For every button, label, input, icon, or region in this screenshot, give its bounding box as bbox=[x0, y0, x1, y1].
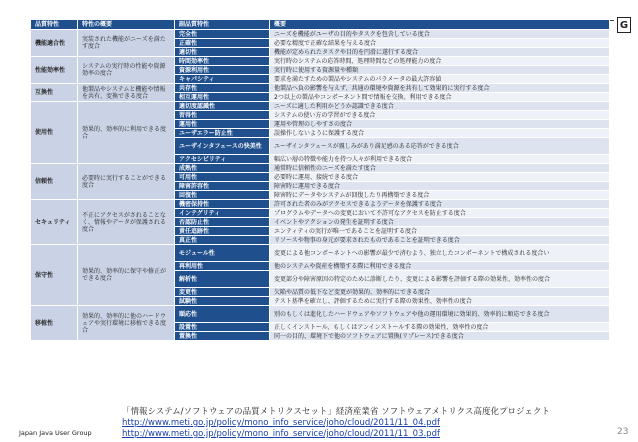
characteristic-summary-cell: 他製品やシステムと機能や情報を共有、変換できる度合 bbox=[78, 84, 175, 102]
sub-summary-cell: プログラムやデータへの変更において不許可なアクセスを防止する度合 bbox=[270, 209, 610, 218]
sub-characteristic-cell: 完全性 bbox=[175, 30, 270, 39]
sub-characteristic-cell: 適切度認識性 bbox=[175, 102, 270, 111]
quality-table bbox=[30, 19, 610, 341]
sub-summary-cell: 幅広い層の特徴や能力を持つ人々が利用できる度合 bbox=[270, 155, 610, 164]
sub-summary-cell: 障害時に運用できる度合 bbox=[270, 182, 610, 191]
sub-summary-cell: 必要時に運用、接続できる度合 bbox=[270, 173, 610, 182]
sub-characteristic-cell: 成熟性 bbox=[175, 164, 270, 173]
sub-summary-cell: ニーズを機能がユーザの目的やタスクを包含している度合 bbox=[270, 30, 610, 39]
sub-characteristic-cell: 真正性 bbox=[175, 236, 270, 245]
table-row bbox=[31, 306, 610, 323]
sub-summary-cell: 同一の目的、環境下で他のソフトウェアに置換(リプレース)できる度合 bbox=[270, 332, 610, 341]
sub-summary-cell: 必要な精度で正確な結果を与える度合 bbox=[270, 39, 610, 48]
sub-characteristic-cell: アクセシビリティ bbox=[175, 155, 270, 164]
quality-characteristic-cell: 機能適合性 bbox=[31, 30, 78, 57]
sub-summary-cell: 実行時のシステムの応答時間、処理時間などの処理能力の度合 bbox=[270, 57, 610, 66]
sub-characteristic-cell: モジュール性 bbox=[175, 245, 270, 262]
source-caption: 「情報システム/ソフトウェアの品質メトリクスセット」経済産業省 ソフトウェアメトリクス高度化プロジェクト bbox=[122, 407, 550, 417]
sub-summary-cell: 変更部分や障害原因の特定のために診断したり、変更による影響を評価する際の効果性、効率性の度合 bbox=[270, 271, 610, 288]
table-row bbox=[31, 164, 610, 173]
sub-summary-cell: 2つ以上の製品やコンポーネント間で情報を交換、利用できる度合 bbox=[270, 93, 610, 102]
sub-summary-cell: 変更による他コンポーネントへの影響が最少で済むよう、独立したコンポーネントで構成される度合い bbox=[270, 245, 610, 262]
quality-characteristic-cell: 互換性 bbox=[31, 84, 78, 102]
quality-characteristic-cell: 保守性 bbox=[31, 245, 78, 306]
characteristic-summary-cell: システムの実行時の性能や資源効率の度合 bbox=[78, 57, 175, 84]
table-row bbox=[31, 102, 610, 111]
quality-table-body bbox=[31, 30, 610, 341]
table-row bbox=[31, 57, 610, 66]
sub-summary-cell: システムの使い方の学習ができる度合 bbox=[270, 111, 610, 120]
sub-characteristic-cell: インテグリティ bbox=[175, 209, 270, 218]
quality-characteristic-cell: 性能効率性 bbox=[31, 57, 78, 84]
sub-summary-cell: 通常時に信頼性のニーズを満たす度合 bbox=[270, 164, 610, 173]
quality-characteristic-cell: 信頼性 bbox=[31, 164, 78, 200]
sub-characteristic-cell: 習得性 bbox=[175, 111, 270, 120]
quality-characteristic-cell: 移植性 bbox=[31, 306, 78, 341]
sub-characteristic-cell: 共存性 bbox=[175, 84, 270, 93]
sub-summary-cell: 正しくインストール、もしくはアンインストールする際の効果性、効率性の度合 bbox=[270, 323, 610, 332]
sub-summary-cell: 他製品へ負の影響を与えず、共通の環境や資源を共有して効果的に実行する度合 bbox=[270, 84, 610, 93]
sub-summary-cell: 要求を満たすための製品やシステムのパラメータの最大許容値 bbox=[270, 75, 610, 84]
sub-characteristic-cell: 責任追跡性 bbox=[175, 227, 270, 236]
sub-characteristic-cell: 適切性 bbox=[175, 48, 270, 57]
sub-summary-cell: 機能が定められたタスクや目的を円滑に遂行する度合 bbox=[270, 48, 610, 57]
sub-characteristic-cell: 機密保持性 bbox=[175, 200, 270, 209]
sub-characteristic-cell: 相互運用性 bbox=[175, 93, 270, 102]
sub-summary-cell: 誤操作しないように保護する度合 bbox=[270, 129, 610, 138]
sub-summary-cell: ユーザインタフェースが親しみがあり満足感のある応答ができる度合 bbox=[270, 138, 610, 155]
header-summary: 概要 bbox=[270, 20, 610, 30]
source-link-2[interactable]: http://www.meti.go.jp/policy/mono_info_service/joho/cloud/2011/11_03.pdf bbox=[122, 429, 440, 439]
top-bar bbox=[0, 0, 638, 13]
sub-summary-cell: 実行時に使用する資源量や種類 bbox=[270, 66, 610, 75]
characteristic-summary-cell: 必要時に実行することができる度合 bbox=[78, 164, 175, 200]
sub-characteristic-cell: 資源利用性 bbox=[175, 66, 270, 75]
table-row bbox=[31, 200, 610, 209]
sub-characteristic-cell: 試験性 bbox=[175, 297, 270, 306]
sub-characteristic-cell: 変更性 bbox=[175, 288, 270, 297]
sub-summary-cell: 欠陥や品質の低下など変更が効果的、効率的にできる度合 bbox=[270, 288, 610, 297]
footer-org: Japan Java User Group bbox=[19, 429, 92, 437]
sub-characteristic-cell: ユーザエラー防止性 bbox=[175, 129, 270, 138]
sub-summary-cell: イベントやアクションの発生を証明する度合 bbox=[270, 218, 610, 227]
sub-characteristic-cell: 置換性 bbox=[175, 332, 270, 341]
sub-summary-cell: 運用や管理のしやすさの度合 bbox=[270, 120, 610, 129]
header-quality-characteristic: 品質特性 bbox=[31, 20, 78, 30]
sub-characteristic-cell: キャパシティ bbox=[175, 75, 270, 84]
quality-characteristic-cell: 使用性 bbox=[31, 102, 78, 164]
sub-summary-cell: 他のシステムや資産を構築する際に利用できる度合 bbox=[270, 262, 610, 271]
sub-characteristic-cell: 可用性 bbox=[175, 173, 270, 182]
characteristic-summary-cell: 効果的、効率的に保守や修正ができる度合 bbox=[78, 245, 175, 306]
sub-summary-cell: 許可された者のみがアクセスできるようデータを保護する度合 bbox=[270, 200, 610, 209]
sub-characteristic-cell: 障害許容性 bbox=[175, 182, 270, 191]
header-characteristic-summary: 特性の概要 bbox=[78, 20, 175, 30]
table-row bbox=[31, 245, 610, 262]
page-number: 23 bbox=[617, 427, 629, 437]
table-row bbox=[31, 30, 610, 39]
characteristic-summary-cell: 効果的、効率的に利用できる度合 bbox=[78, 102, 175, 164]
sub-characteristic-cell: 解析性 bbox=[175, 271, 270, 288]
characteristic-summary-cell: 不正にアクセスがされることなく、情報やデータが保護される度合 bbox=[78, 200, 175, 245]
table-row bbox=[31, 84, 610, 93]
source-link-1[interactable]: http://www.meti.go.jp/policy/mono_info_service/joho/cloud/2011/11_04.pdf bbox=[122, 418, 440, 428]
sub-summary-cell: リソースや物事の身元が要求されたものであることを証明できる度合 bbox=[270, 236, 610, 245]
sub-summary-cell: テスト基準を確立し、評価するために実行する際の効果性、効率性の度合 bbox=[270, 297, 610, 306]
sub-characteristic-cell: 運用性 bbox=[175, 120, 270, 129]
sub-characteristic-cell: 正確性 bbox=[175, 39, 270, 48]
logo-icon: G bbox=[617, 17, 631, 33]
quality-characteristic-cell: セキュリティ bbox=[31, 200, 78, 245]
sub-summary-cell: 障害時にデータやシステムが回復したり再構築できる度合 bbox=[270, 191, 610, 200]
characteristic-summary-cell: 実装された機能がニーズを満たす度合 bbox=[78, 30, 175, 57]
sub-characteristic-cell: 設置性 bbox=[175, 323, 270, 332]
sub-characteristic-cell: 否認防止性 bbox=[175, 218, 270, 227]
characteristic-summary-cell: 効果的、効率的に他のハードウェアや実行環境に移植できる度合 bbox=[78, 306, 175, 341]
sub-characteristic-cell: 時間効率性 bbox=[175, 57, 270, 66]
sub-characteristic-cell: 再利用性 bbox=[175, 262, 270, 271]
sub-summary-cell: エンティティの実行が唯一であることを証明する度合 bbox=[270, 227, 610, 236]
sub-characteristic-cell: ユーザインタフェースの快美性 bbox=[175, 138, 270, 155]
sub-summary-cell: ニーズに適した利用かどうか認識できる度合 bbox=[270, 102, 610, 111]
sub-characteristic-cell: 回復性 bbox=[175, 191, 270, 200]
header-sub-characteristic: 副品質特性 bbox=[175, 20, 270, 30]
sub-characteristic-cell: 順応性 bbox=[175, 306, 270, 323]
sub-summary-cell: 別のもしくは進化したハードウェアやソフトウェアや他の運用環境に効果的、効率的に順応できる度合 bbox=[270, 306, 610, 323]
